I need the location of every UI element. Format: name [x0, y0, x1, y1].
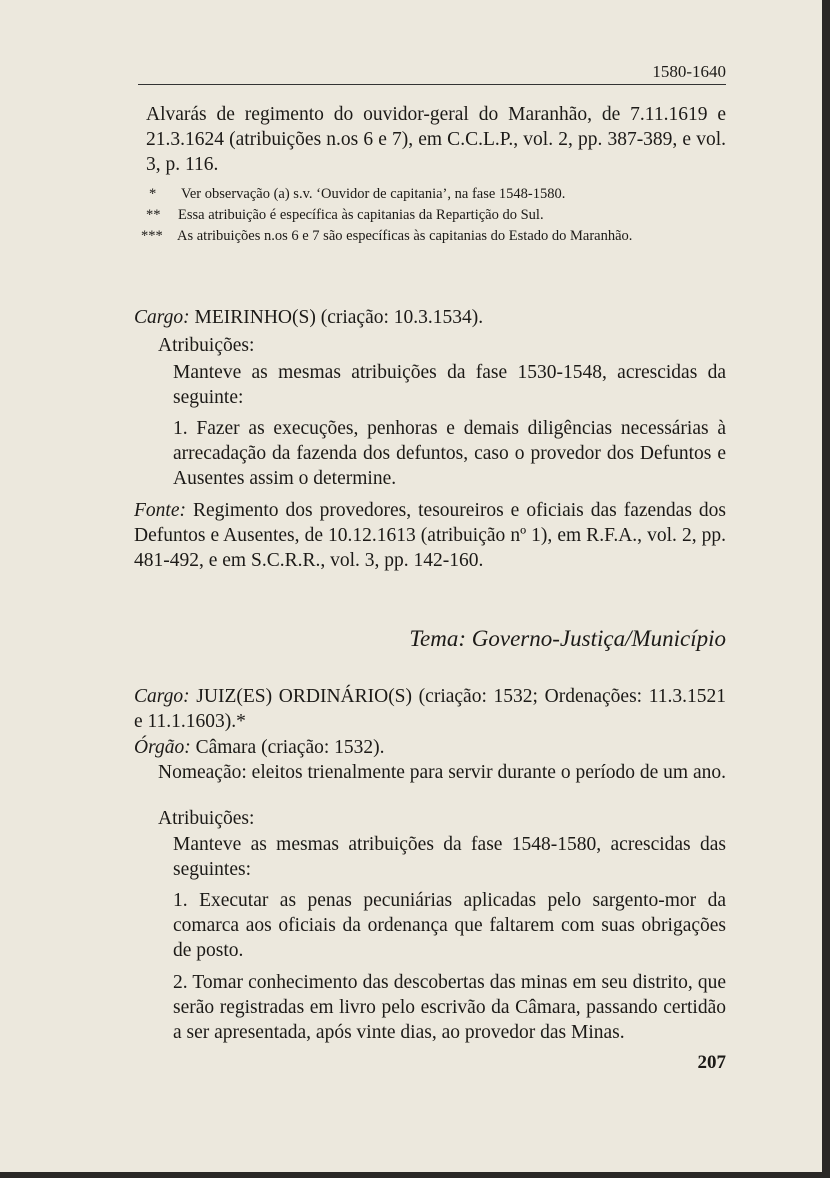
intro-paragraph: Alvarás de regimento do ouvidor-geral do Maranhão, de 7.11.1619 e 21.3.1624 (atribuições n.os 6 e 7), em C.C.L.P., vol. 2, pp. 387-389, e vol. 3, p. 116.	[146, 104, 726, 175]
footnote-mark: *	[149, 186, 157, 202]
meirinho-cargo	[134, 305, 726, 330]
meirinho-fonte	[134, 498, 726, 573]
scan-edge	[0, 1172, 830, 1178]
meirinho-item-1: 1. Fazer as execuções, penhoras e demais diligências necessárias à arrecadação da fazenda dos defuntos, caso o provedor dos Defuntos e Ausentes assim o determine.	[173, 418, 726, 489]
juiz-nomeacao: Nomeação: eleitos trienalmente para servir durante o período de um ano.	[158, 762, 726, 783]
footnote-mark: ***	[141, 228, 163, 244]
fonte-value: Regimento dos provedores, tesoureiros e oficiais das fazendas dos Defuntos e Ausentes, de 10.12.1613 (atribuição nº 1), em R.F.A., vol. 2, pp. 481-492, e em S.C.R.R., vol. 3, pp. 142-160.	[134, 500, 726, 571]
footnote-text: Essa atribuição é específica às capitanias da Repartição do Sul.	[178, 207, 544, 223]
cargo-label: Cargo:	[134, 307, 190, 328]
cargo-value: JUIZ(ES) ORDINÁRIO(S) (criação: 1532; Ordenações: 11.3.1521 e 11.1.1603).*	[134, 686, 727, 732]
juiz-item-1: 1. Executar as penas pecuniárias aplicadas pelo sargento-mor da comarca aos oficiais da ordenança que faltarem com suas obrigações de posto.	[173, 890, 726, 961]
header-rule	[138, 84, 726, 85]
meirinho-manteve: Manteve as mesmas atribuições da fase 1530-1548, acrescidas da seguinte:	[173, 362, 726, 408]
orgao-value: Câmara (criação: 1532).	[195, 737, 385, 758]
juiz-cargo	[134, 684, 726, 734]
orgao-label: Órgão:	[134, 737, 191, 758]
footnote-1	[149, 184, 732, 205]
footnote-mark: **	[146, 207, 161, 223]
page-number: 207	[697, 1052, 726, 1073]
page-range-header: 1580-1640	[652, 62, 726, 81]
fonte-label: Fonte:	[134, 500, 186, 521]
juiz-atribuicoes-label: Atribuições:	[158, 808, 255, 829]
meirinho-atribuicoes-label: Atribuições:	[158, 335, 255, 356]
footnote-text: Ver observação (a) s.v. ‘Ouvidor de capitania’, na fase 1548-1580.	[181, 186, 566, 202]
cargo-value: MEIRINHO(S) (criação: 10.3.1534).	[194, 307, 484, 328]
cargo-label: Cargo:	[134, 686, 190, 707]
footnote-text: As atribuições n.os 6 e 7 são específicas às capitanias do Estado do Maranhão.	[177, 228, 633, 244]
juiz-orgao	[134, 735, 726, 760]
juiz-item-2: 2. Tomar conhecimento das descobertas das minas em seu distrito, que serão registradas em livro pelo escrivão da Câmara, passando certidão a ser apresentada, após vinte dias, ao provedor das Minas.	[173, 972, 726, 1043]
footnote-3	[141, 226, 732, 247]
tema-heading: Tema: Governo-Justiça/Município	[409, 626, 726, 651]
footnote-2	[146, 205, 732, 226]
juiz-manteve: Manteve as mesmas atribuições da fase 1548-1580, acrescidas das seguintes:	[173, 834, 726, 880]
